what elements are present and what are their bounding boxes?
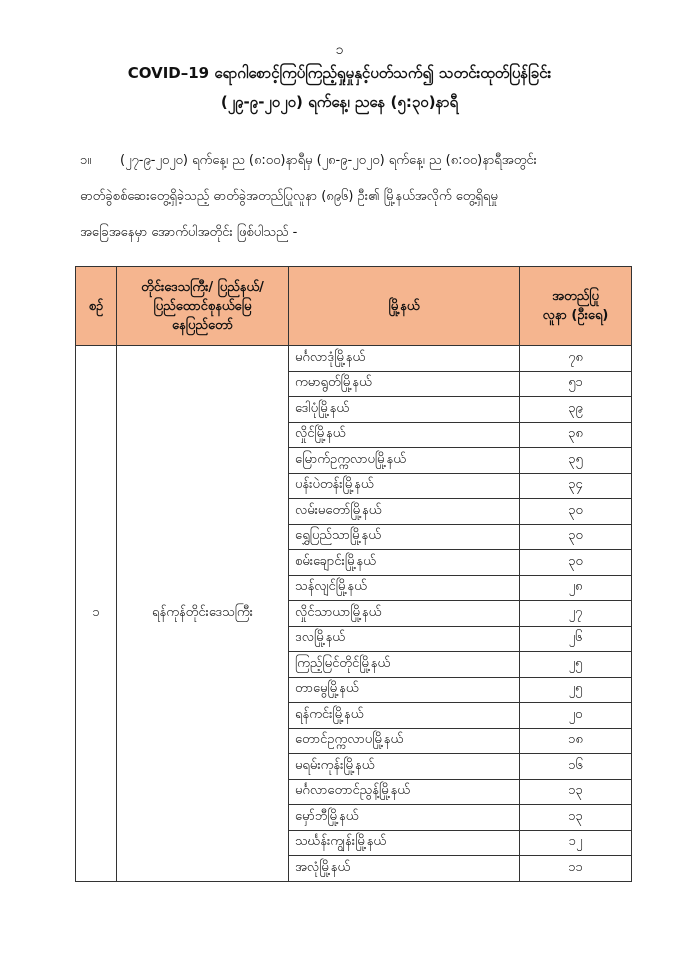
township-cell: ဒေါပုံမြို့နယ် — [289, 397, 520, 423]
header-region — [117, 267, 289, 346]
paragraph-line-1 — [80, 152, 537, 171]
count-cell: ၁၃ — [520, 779, 632, 805]
township-cell: စမ်းချောင်းမြို့နယ် — [289, 550, 520, 576]
header-region-line-1: တိုင်းဒေသကြီး/ ပြည်နယ်/ — [141, 279, 264, 295]
township-cell: ဒလမြို့နယ် — [289, 626, 520, 652]
count-cell: ၁၃ — [520, 805, 632, 831]
township-cell: လှိုင်သာယာမြို့နယ် — [289, 601, 520, 627]
count-cell: ၂၆ — [520, 626, 632, 652]
township-cell: လမ်းမတော်မြို့နယ် — [289, 499, 520, 525]
count-cell: ၃၄ — [520, 473, 632, 499]
count-cell: ၃၀ — [520, 524, 632, 550]
township-cell: မင်္ဂလာတောင်ညွန့်မြို့နယ် — [289, 779, 520, 805]
count-cell: ၇၈ — [520, 346, 632, 372]
township-cell: ကြည့်မြင်တိုင်မြို့နယ် — [289, 652, 520, 678]
township-cell: တောင်ဥက္ကလာပမြို့နယ် — [289, 728, 520, 754]
count-cell: ၅၁ — [520, 371, 632, 397]
document-title: COVID–19 ရောဂါစောင့်ကြပ်ကြည့်ရှုမှုနှင့်ပတ်သက်၍ သတင်းထုတ်ပြန်ခြင်း — [127, 64, 552, 82]
township-cell: ရန်ကင်းမြို့နယ် — [289, 703, 520, 729]
header-region-line-2: ပြည်ထောင်စုနယ်မြေ — [153, 298, 252, 314]
count-cell: ၁၁ — [520, 856, 632, 882]
township-cell: သန်လျင်မြို့နယ် — [289, 575, 520, 601]
count-cell: ၃၀ — [520, 550, 632, 576]
table-body — [76, 346, 632, 882]
sr-cell: ၁ — [76, 346, 117, 882]
table-header-row — [76, 267, 632, 346]
count-cell: ၁၆ — [520, 754, 632, 780]
township-cell: သင်္ဃန်းကျွန်းမြို့နယ် — [289, 830, 520, 856]
count-cell: ၃၉ — [520, 397, 632, 423]
header-sr: စဉ် — [76, 267, 117, 346]
count-cell: ၁၂ — [520, 830, 632, 856]
township-cell: ကမာရွတ်မြို့နယ် — [289, 371, 520, 397]
cases-table — [75, 266, 632, 882]
township-cell: မင်္ဂလာဒုံမြို့နယ် — [289, 346, 520, 372]
table-row — [76, 346, 632, 372]
count-cell: ၂၇ — [520, 601, 632, 627]
region-cell: ရန်ကုန်တိုင်းဒေသကြီး — [117, 346, 289, 882]
township-cell: ပန်းပဲတန်းမြို့နယ် — [289, 473, 520, 499]
paragraph-number: ၁။ — [80, 153, 92, 168]
count-cell: ၁၈ — [520, 728, 632, 754]
page-number: ၁ — [335, 42, 344, 58]
township-cell: ရွှေပြည်သာမြို့နယ် — [289, 524, 520, 550]
count-cell: ၂၀ — [520, 703, 632, 729]
township-cell: အလုံမြို့နယ် — [289, 856, 520, 882]
header-township: မြို့နယ် — [289, 267, 520, 346]
count-cell: ၂၅ — [520, 652, 632, 678]
header-count — [520, 267, 632, 346]
township-cell: မရမ်းကုန်းမြို့နယ် — [289, 754, 520, 780]
count-cell: ၃၈ — [520, 422, 632, 448]
header-count-line-1: အတည်ပြု — [552, 289, 599, 304]
header-count-line-2: လူနာ (ဦးရေ) — [542, 308, 609, 323]
count-cell: ၂၅ — [520, 677, 632, 703]
document-subtitle: (၂၉-၉-၂၀၂၀) ရက်နေ့၊ ညနေ (၅:၃၀)နာရီ — [220, 93, 459, 111]
township-cell: လှိုင်မြို့နယ် — [289, 422, 520, 448]
header-region-line-3: နေပြည်တော် — [171, 317, 233, 333]
paragraph-line-2: ဓာတ်ခွဲစစ်ဆေးတွေ့ရှိခဲ့သည့် ဓာတ်ခွဲအတည်ပြုလူနာ (၈၉၆) ဦး၏ မြို့နယ်အလိုက် တွေ့ရှိရမှု — [80, 189, 498, 204]
paragraph-line-3: အခြေအနေမှာ အောက်ပါအတိုင်း ဖြစ်ပါသည် - — [80, 225, 298, 240]
count-cell: ၂၈ — [520, 575, 632, 601]
count-cell: ၃၅ — [520, 448, 632, 474]
paragraph-text-1: (၂၇-၉-၂၀၂၀) ရက်နေ့၊ ည (၈:၀၀)နာရီမှ (၂၈-၉-၂၀၂၀) ရက်နေ့၊ ည (၈:၀၀)နာရီအတွင်း — [120, 153, 537, 168]
township-cell: မှော်ဘီမြို့နယ် — [289, 805, 520, 831]
township-cell: မြောက်ဥက္ကလာပမြို့နယ် — [289, 448, 520, 474]
township-cell: တာမွေမြို့နယ် — [289, 677, 520, 703]
count-cell: ၃၀ — [520, 499, 632, 525]
